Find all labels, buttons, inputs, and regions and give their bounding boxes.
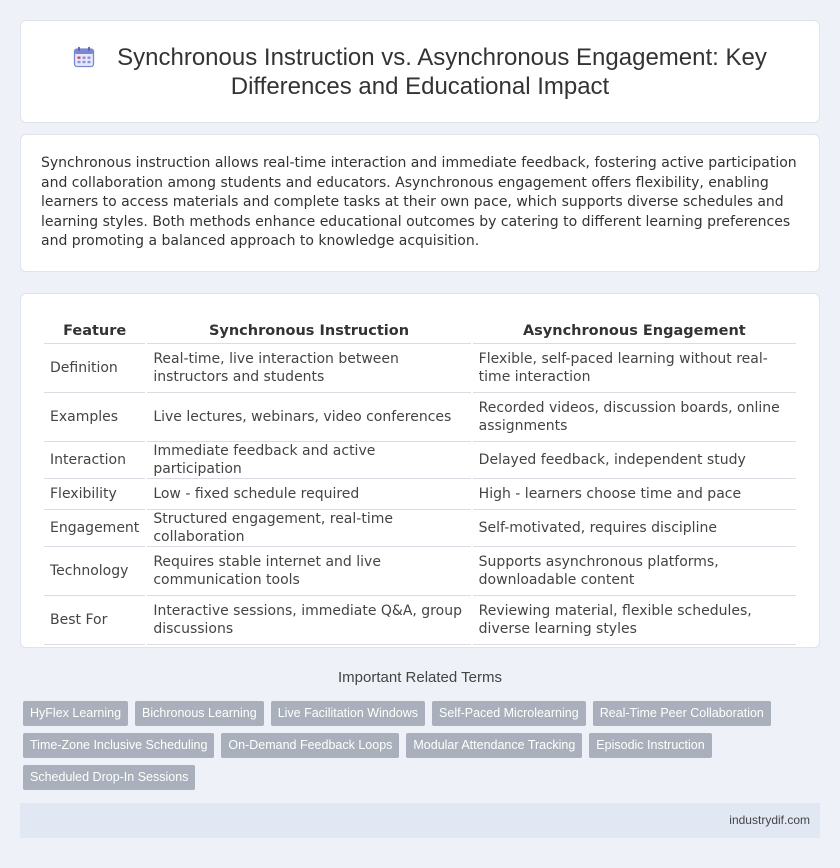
- table-row: [44, 344, 796, 393]
- table-row: [44, 596, 796, 645]
- synchronous-cell: Immediate feedback and active participation: [147, 442, 470, 479]
- asynchronous-cell: Recorded videos, discussion boards, online assignments: [473, 393, 796, 442]
- asynchronous-cell: Delayed feedback, independent study: [473, 442, 796, 479]
- synchronous-cell: Low - fixed schedule required: [147, 479, 470, 510]
- page-title-text: Synchronous Instruction vs. Asynchronous Engagement: Key Differences and Educational Impact: [117, 44, 767, 100]
- asynchronous-cell: Reviewing material, flexible schedules, diverse learning styles: [473, 596, 796, 645]
- feature-cell: Flexibility: [44, 479, 145, 510]
- header-feature: Feature: [44, 315, 145, 344]
- asynchronous-cell: Flexible, self-paced learning without real-time interaction: [473, 344, 796, 393]
- feature-cell: Definition: [44, 344, 145, 393]
- summary-card: [20, 134, 820, 272]
- synchronous-cell: Interactive sessions, immediate Q&A, group discussions: [147, 596, 470, 645]
- synchronous-cell: Real-time, live interaction between instructors and students: [147, 344, 470, 393]
- feature-cell: Examples: [44, 393, 145, 442]
- related-term-tag[interactable]: Modular Attendance Tracking: [406, 733, 582, 758]
- asynchronous-cell: Self-motivated, requires discipline: [473, 510, 796, 547]
- footer: [20, 803, 820, 838]
- synchronous-cell: Structured engagement, real-time collaboration: [147, 510, 470, 547]
- footer-source: industrydif.com: [729, 813, 810, 827]
- calendar-icon: [73, 46, 95, 68]
- header-asynchronous: Asynchronous Engagement: [473, 315, 796, 344]
- summary-text: Synchronous instruction allows real-time interaction and immediate feedback, fostering active participation and collaboration among students and educators. Asynchronous engagement offers flexibility, enabling learners to access materials and complete tasks at their own pace, which supports diverse schedules and learning styles. Both methods enhance educational outcomes by catering to different learning preferences and promoting a balanced approach to knowledge acquisition.: [41, 155, 797, 250]
- table-row: [44, 479, 796, 510]
- table-header-row: [44, 315, 796, 344]
- comparison-table-card: [20, 293, 820, 648]
- feature-cell: Engagement: [44, 510, 145, 547]
- related-term-tag[interactable]: On-Demand Feedback Loops: [221, 733, 399, 758]
- related-term-tag[interactable]: HyFlex Learning: [23, 701, 128, 726]
- table-row: [44, 442, 796, 479]
- feature-cell: Best For: [44, 596, 145, 645]
- related-term-tag[interactable]: Self-Paced Microlearning: [432, 701, 586, 726]
- comparison-table: [42, 315, 798, 645]
- related-term-tag[interactable]: Episodic Instruction: [589, 733, 711, 758]
- page-title: [61, 43, 779, 101]
- related-term-tag[interactable]: Scheduled Drop-In Sessions: [23, 765, 195, 790]
- related-term-tag[interactable]: Time-Zone Inclusive Scheduling: [23, 733, 214, 758]
- related-term-tag[interactable]: Bichronous Learning: [135, 701, 264, 726]
- related-terms-heading: Important Related Terms: [338, 669, 502, 686]
- asynchronous-cell: Supports asynchronous platforms, downloadable content: [473, 547, 796, 596]
- related-term-tag[interactable]: Real-Time Peer Collaboration: [593, 701, 771, 726]
- feature-cell: Interaction: [44, 442, 145, 479]
- related-term-tag[interactable]: Live Facilitation Windows: [271, 701, 425, 726]
- synchronous-cell: Live lectures, webinars, video conferences: [147, 393, 470, 442]
- title-wrap: [21, 43, 819, 101]
- title-card: [20, 20, 820, 123]
- table-row: [44, 547, 796, 596]
- feature-cell: Technology: [44, 547, 145, 596]
- table-row: [44, 393, 796, 442]
- related-terms-list: [23, 701, 803, 797]
- synchronous-cell: Requires stable internet and live communication tools: [147, 547, 470, 596]
- table-row: [44, 510, 796, 547]
- header-synchronous: Synchronous Instruction: [147, 315, 470, 344]
- asynchronous-cell: High - learners choose time and pace: [473, 479, 796, 510]
